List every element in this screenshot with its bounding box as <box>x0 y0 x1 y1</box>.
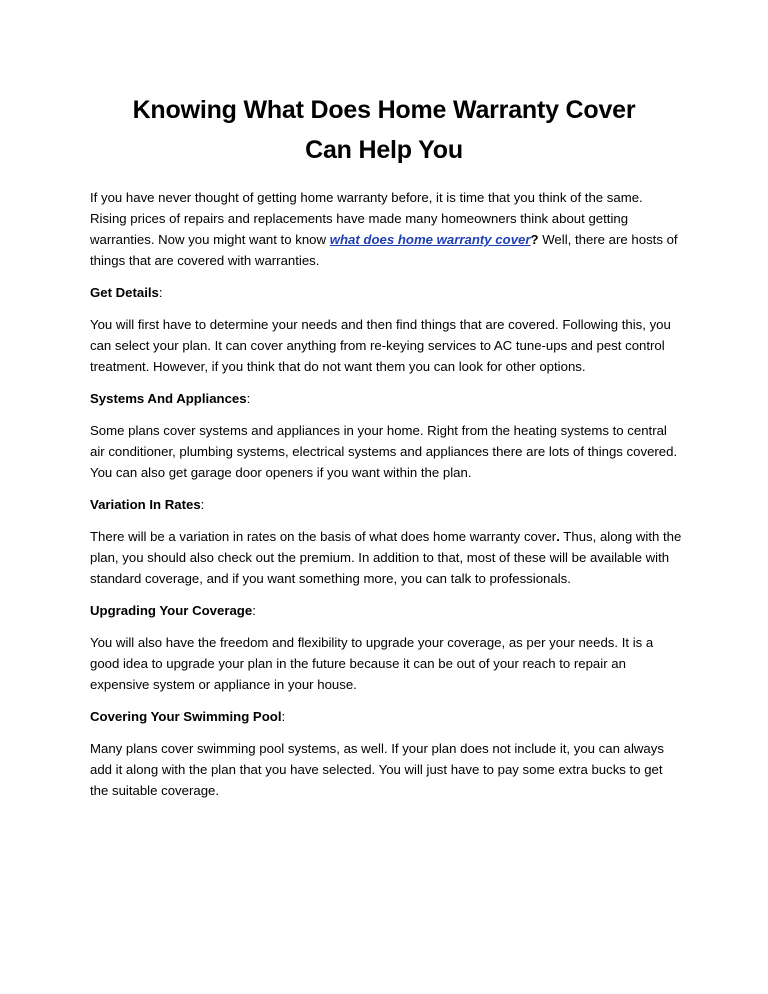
section-body-bold-period: . <box>556 529 560 544</box>
section-body-text-after: Thus, along with the plan, you should also check out the premium. In addition to that, most of these will be available with standard coverage, and if you want something more, you can talk to professionals. <box>90 529 682 586</box>
section-body-systems-appliances: Some plans cover systems and appliances in your home. Right from the heating systems to central air conditioner, plumbing systems, electrical systems and appliances there are lots of things covered. You can also get garage door openers if you want within the plan. <box>90 423 678 480</box>
section-body-upgrading-coverage: You will also have the freedom and flexibility to upgrade your coverage, as per your needs. It is a good idea to upgrade your plan in the future because it can be out of your reach to repair an expensive system or appliance in your house. <box>90 635 654 692</box>
section-heading-colon: : <box>200 497 205 512</box>
intro-paragraph <box>90 187 682 271</box>
section-heading-colon: : <box>281 709 286 724</box>
section-heading-swimming-pool <box>90 706 682 727</box>
section-body-swimming-pool: Many plans cover swimming pool systems, as well. If your plan does not include it, you can always add it along with the plan that you have selected. You will just have to pay some extra bucks to get the suitable coverage. <box>90 741 664 798</box>
page-title <box>80 90 688 170</box>
section-heading-text: Systems And Appliances <box>90 391 247 406</box>
intro-text-after-link: Well, there are hosts of things that are covered with warranties. <box>90 232 678 268</box>
section-heading-variation-rates <box>90 494 682 515</box>
section-body-get-details: You will first have to determine your needs and then find things that are covered. Following this, you can select your plan. It can cover anything from re-keying services to AC tune-ups and pest control treatment. However, if you think that do not want them you can look for other options. <box>90 317 671 374</box>
section-heading-text: Upgrading Your Coverage <box>90 603 253 618</box>
section-heading-colon: : <box>158 285 163 300</box>
home-warranty-link[interactable]: what does home warranty cover <box>329 232 531 247</box>
title-line-1: Knowing What Does Home Warranty Cover <box>132 96 636 124</box>
section-heading-text: Covering Your Swimming Pool <box>90 709 282 724</box>
section-body-variation-rates <box>90 526 682 589</box>
intro-question-mark: ? <box>530 232 539 247</box>
section-heading-get-details <box>90 282 682 303</box>
section-heading-colon: : <box>246 391 251 406</box>
section-heading-upgrading-coverage <box>90 600 682 621</box>
document-body <box>90 187 682 812</box>
intro-text-before-link: If you have never thought of getting home warranty before, it is time that you think of the same. Rising prices of repairs and replacements have made many homeowners think about getting warranties. Now you might want to know <box>90 190 643 247</box>
section-body-text-before: There will be a variation in rates on the basis of what does home warranty cover <box>90 529 557 544</box>
section-heading-text: Variation In Rates <box>90 497 201 512</box>
section-heading-text: Get Details <box>90 285 159 300</box>
title-line-2: Can Help You <box>305 136 463 164</box>
section-heading-colon: : <box>252 603 256 618</box>
section-heading-systems-appliances <box>90 388 682 409</box>
